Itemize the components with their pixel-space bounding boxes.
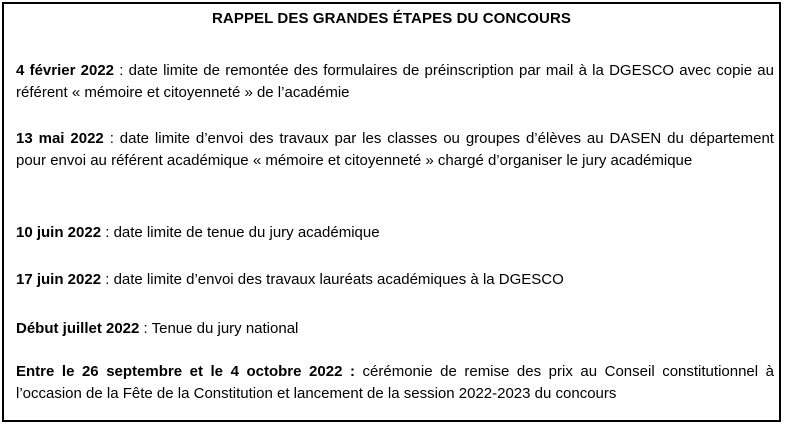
timeline-entry <box>16 60 774 104</box>
box-title: RAPPEL DES GRANDES ÉTAPES DU CONCOURS <box>211 10 572 27</box>
entry-text: : date limite d’envoi des travaux lauréats académiques à la DGESCO <box>101 271 564 288</box>
entry-date: Entre le 26 septembre et le 4 octobre 2022 : <box>16 363 355 380</box>
entry-text: cérémonie de remise des prix au Conseil constitutionnel à l’occasion de la Fête de la Constitution et lancement de la session 2022-2023 du concours <box>16 363 774 402</box>
timeline-entry <box>16 318 774 340</box>
timeline-entry <box>16 222 774 244</box>
entry-date: 10 juin 2022 <box>16 224 102 241</box>
timeline-entry <box>16 269 774 291</box>
entry-date: 13 mai 2022 <box>16 130 104 147</box>
entry-text: : Tenue du jury national <box>139 320 299 337</box>
entry-text: : date limite d’envoi des travaux par les classes ou groupes d’élèves au DASEN du département pour envoi au référent académique « mémoire et citoyenneté » chargé d’organiser le jury académique <box>16 130 774 169</box>
timeline-entry <box>16 128 774 172</box>
entry-date: 4 février 2022 <box>16 62 115 79</box>
entry-date: Début juillet 2022 <box>16 320 140 337</box>
calendar-box <box>2 2 781 422</box>
timeline-entry <box>16 361 774 405</box>
entry-text: : date limite de tenue du jury académique <box>101 224 380 241</box>
entry-date: 17 juin 2022 <box>16 271 102 288</box>
entry-text: : date limite de remontée des formulaires de préinscription par mail à la DGESCO avec copie au référent « mémoire et citoyenneté » de l’académie <box>16 62 774 101</box>
